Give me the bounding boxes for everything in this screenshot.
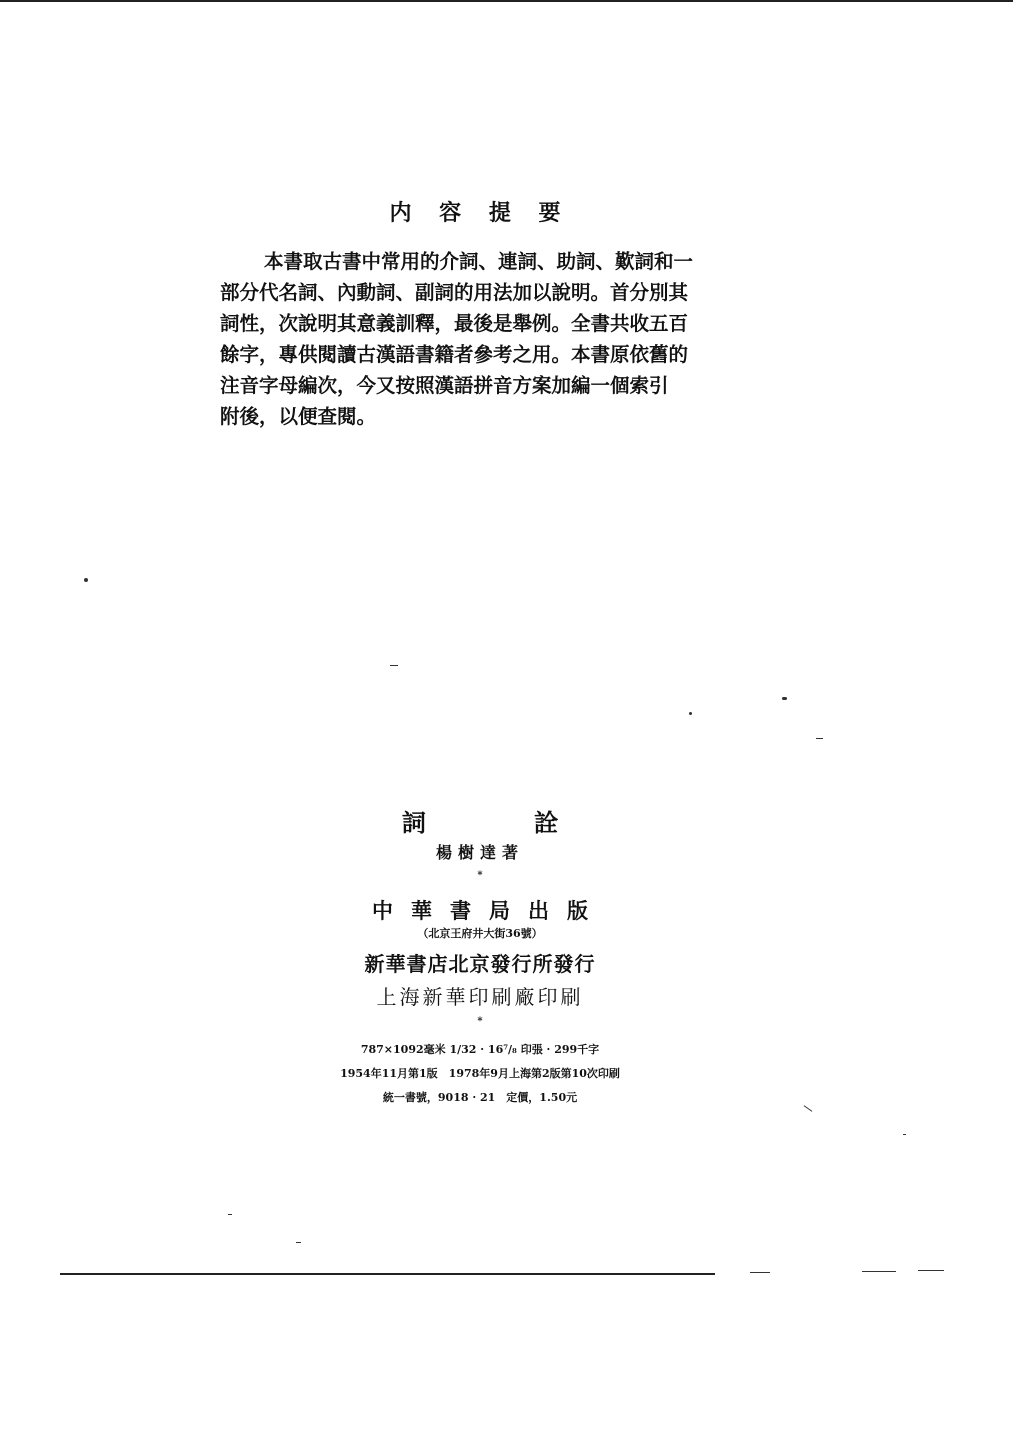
scan-speck [689, 712, 692, 715]
summary-line: 部分代名詞、內動詞、副詞的用法加以說明。首分別其 [220, 281, 689, 304]
distributor-line: 新華書店北京發行所發行 [364, 952, 596, 976]
scan-speck [782, 697, 787, 700]
scan-speck [750, 1272, 770, 1273]
scan-speck [296, 1242, 301, 1243]
printer-line: 上海新華印刷廠印刷 [376, 985, 584, 1009]
scan-speck [862, 1271, 896, 1272]
publisher-line: 中華書局出版 [372, 898, 606, 923]
summary-paragraph [220, 246, 748, 432]
edition-line: 1954年11月第1版 1978年9月上海第2版第10次印刷 [340, 1067, 620, 1080]
summary-line: 本書取古書中常用的介詞、連詞、助詞、歎詞和一 [264, 250, 694, 273]
summary-line: 餘字，專供閱讀古漢語書籍者參考之用。本書原依舊的 [220, 343, 689, 366]
bottom-rule-line [60, 1273, 715, 1275]
format-spec-line: 787×1092毫米 1/32 · 16⁷/₈ 印張 · 299千字 [360, 1043, 600, 1056]
scan-speck [84, 578, 88, 582]
top-border-line [0, 0, 1013, 2]
book-title: 詞 詮 [401, 808, 609, 837]
summary-line: 附後，以便查閱。 [220, 405, 377, 428]
scan-speck [918, 1270, 944, 1271]
separator-star: * [477, 1016, 483, 1027]
author-line: 楊樹達著 [435, 843, 524, 862]
scan-speck [903, 1134, 906, 1135]
summary-line: 注音字母編次，今又按照漢語拼音方案加編一個索引 [220, 374, 669, 397]
scan-speck [816, 738, 823, 739]
summary-heading: 内 容 提 要 [389, 200, 571, 226]
summary-line: 詞性，次說明其意義訓釋，最後是舉例。全書共收五百 [220, 312, 689, 335]
scan-speck [804, 1105, 813, 1112]
scan-speck [228, 1214, 232, 1215]
price-line: 統一書號，9018 · 21 定價，1.50元 [382, 1091, 578, 1104]
separator-star: * [477, 870, 483, 881]
publisher-address: （北京王府井大街36號） [417, 927, 543, 940]
scan-speck [390, 665, 398, 666]
